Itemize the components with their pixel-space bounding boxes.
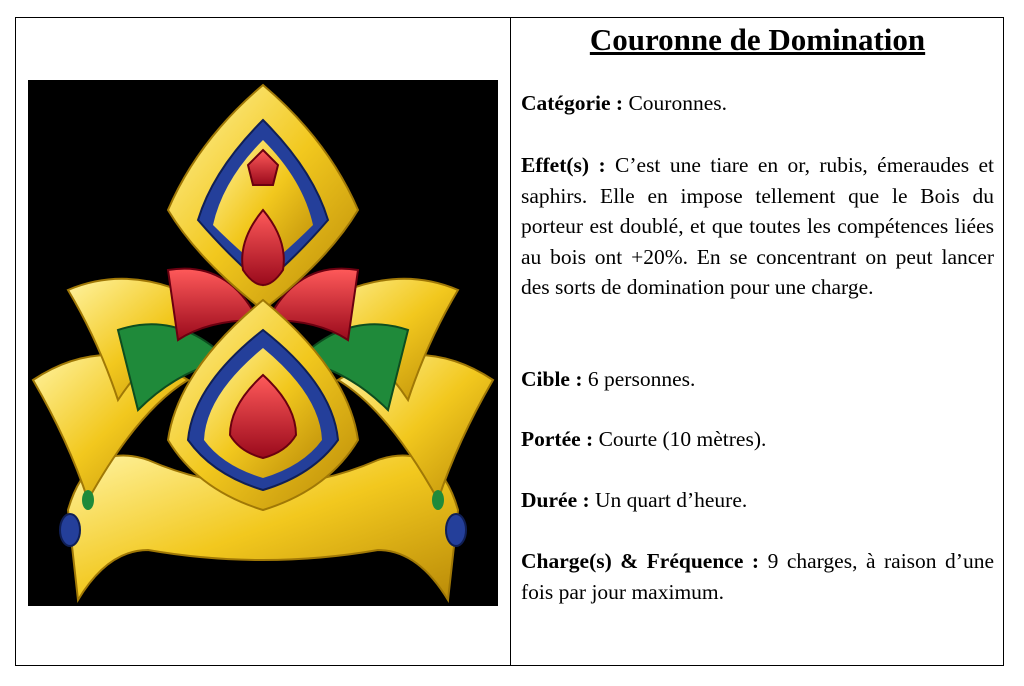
field-value: 6 personnes. [582,367,696,391]
field-value: 9 charges, à raison d’une fois par jour maximum. [521,549,995,604]
item-description [521,22,995,604]
field-label: Cible : [521,367,583,391]
field-portee [521,424,994,455]
field-charges [521,546,994,607]
field-value: Couronnes. [623,91,727,115]
crown-illustration-icon [28,80,498,606]
field-label: Effet(s) : [521,153,606,177]
field-label: Catégorie : [521,91,624,115]
field-value: C’est une tiare en or, rubis, émeraudes et saphirs. Elle en impose tellement que le Bois du porteur est doublé, et que toutes les compétences liées au bois ont +20%. En se concentrant on peut lancer des sorts de domination pour une charge. [521,153,994,299]
field-categorie [521,88,994,119]
column-divider [510,17,511,666]
field-label: Charge(s) & Fréquence : [521,549,760,573]
field-label: Portée : [521,427,594,451]
field-duree [521,485,994,516]
field-label: Durée : [521,488,590,512]
field-effets [521,150,994,303]
page-title: Couronne de Domination [589,22,926,57]
field-cible [521,364,994,395]
crown-image [28,80,498,606]
field-value: Un quart d’heure. [589,488,748,512]
field-value: Courte (10 mètres). [593,427,767,451]
